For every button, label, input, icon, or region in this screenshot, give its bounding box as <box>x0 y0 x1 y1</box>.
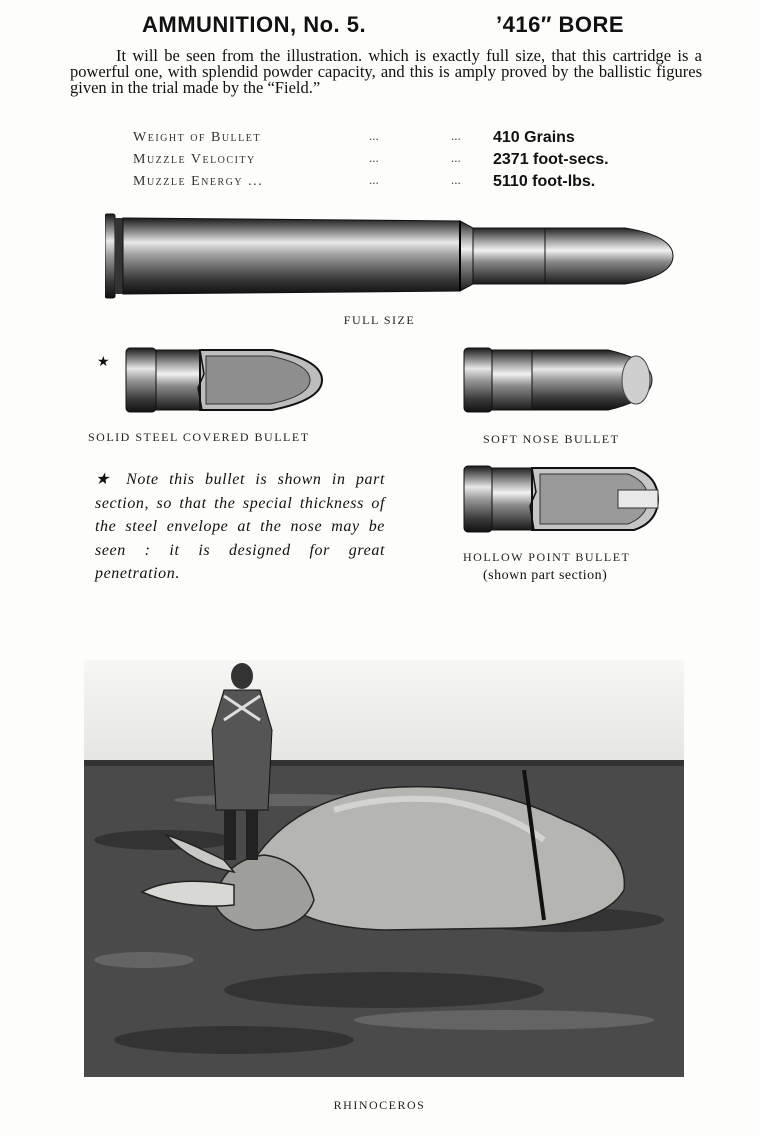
spec-row-weight <box>133 128 673 150</box>
spec-value: 410 Grains <box>493 129 575 146</box>
ballistic-specs <box>133 128 673 194</box>
soft-nose-caption: SOFT NOSE BULLET <box>483 432 620 446</box>
spec-leader: ... <box>369 128 379 143</box>
intro-paragraph: It will be seen from the illustration. which is exactly full size, that this cartridge is a powerful one, with splendid powder capacity, and this is amply proved by the ballistic figures given in the trial made by the “Field.” <box>70 46 702 97</box>
hollow-point-subcaption: (shown part section) <box>483 568 608 583</box>
rhinoceros-photograph <box>84 660 684 1077</box>
bore-title: ’416″ BORE <box>496 12 625 37</box>
spec-leader: ... <box>369 150 379 165</box>
ammunition-title: AMMUNITION, No. 5. <box>142 12 367 37</box>
full-size-cartridge-illustration <box>105 206 680 302</box>
spec-leader: ... <box>451 128 461 143</box>
hollow-point-bullet-illustration <box>458 462 663 536</box>
spec-leader: ... <box>369 172 379 187</box>
spec-leader: ... <box>451 172 461 187</box>
spec-label: Muzzle Energy ... <box>133 174 264 189</box>
spec-row-velocity <box>133 150 673 172</box>
spec-leader: ... <box>451 150 461 165</box>
solid-steel-bullet-illustration <box>122 344 330 416</box>
page-heading <box>0 12 759 46</box>
full-size-caption: FULL SIZE <box>343 313 416 327</box>
spec-label: Muzzle Velocity <box>133 152 256 167</box>
rhinoceros-caption: RHINOCEROS <box>333 1098 426 1112</box>
hollow-point-caption: HOLLOW POINT BULLET <box>463 550 631 564</box>
soft-nose-bullet-illustration <box>458 344 658 416</box>
spec-value: 2371 foot-secs. <box>493 151 609 168</box>
spec-value: 5110 foot-lbs. <box>493 173 596 190</box>
solid-steel-caption: SOLID STEEL COVERED BULLET <box>88 430 310 444</box>
spec-row-energy <box>133 172 673 194</box>
note-paragraph: ★ Note this bullet is shown in part section, so that the special thickness of the steel envelope at the nose may be seen : it is designed for great penetration. <box>95 471 385 582</box>
spec-label: Weight of Bullet <box>133 130 261 145</box>
star-marker: ★ <box>97 355 110 370</box>
